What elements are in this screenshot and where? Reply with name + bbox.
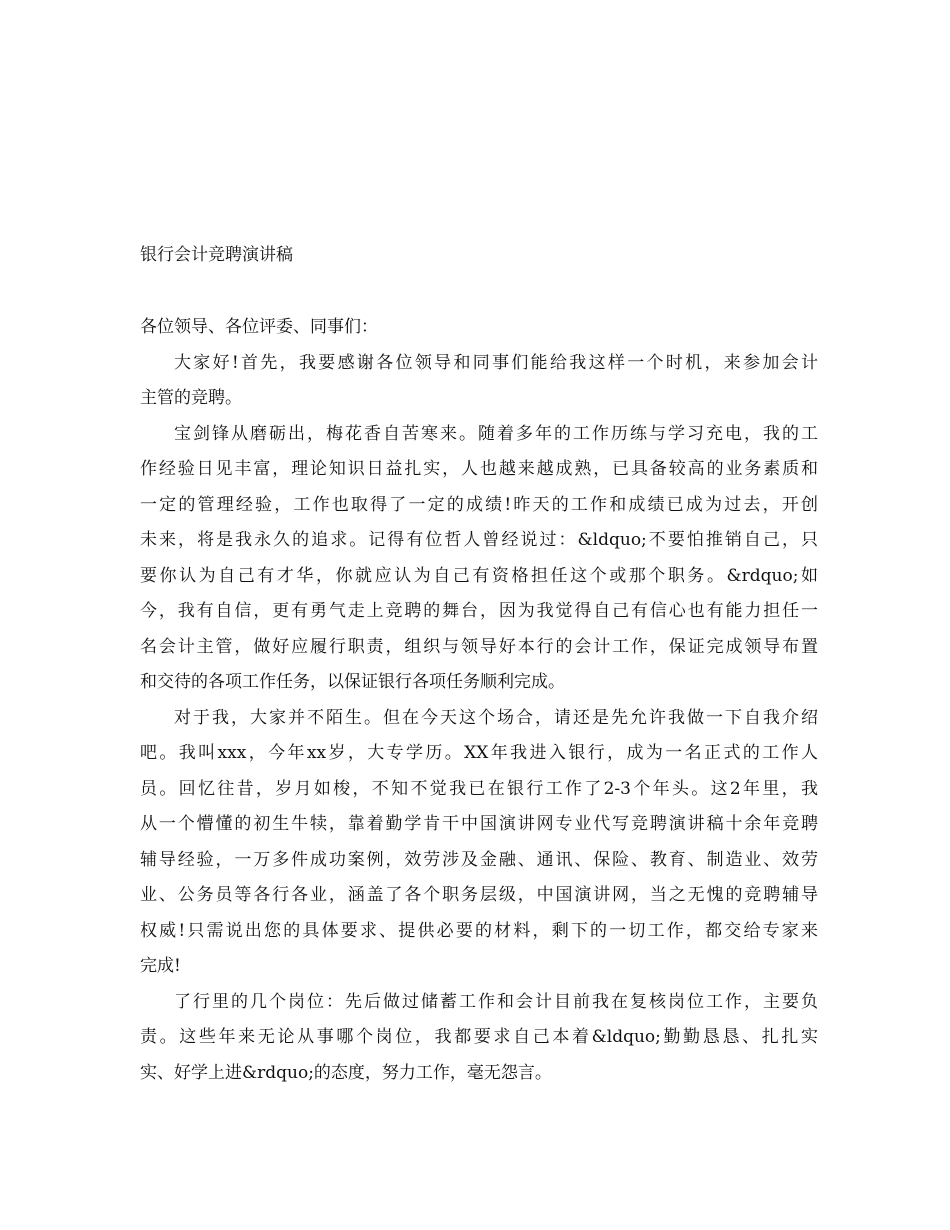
- document-body: [140, 310, 818, 1091]
- paragraph-line: 从一个懵懂的初生牛犊，靠着勤学肯干中国演讲网专业代写竞聘演讲稿十余年竞聘: [140, 814, 818, 834]
- paragraph-line: 今，我有自信，更有勇气走上竞聘的舞台，因为我觉得自己有信心也有能力担任一: [140, 601, 818, 621]
- paragraph-line: 未来，将是我永久的追求。记得有位哲人曾经说过：&ldquo;不要怕推销自己，只: [140, 530, 818, 550]
- paragraph-line: 员。回忆往昔，岁月如梭，不知不觉我已在银行工作了2-3个年头。这2年里，我: [140, 778, 818, 799]
- paragraph-line: 了行里的几个岗位：先后做过储蓄工作和会计目前我在复核岗位工作，主要负: [174, 991, 818, 1012]
- paragraph-line: 名会计主管，做好应履行职责，组织与领导好本行的会计工作，保证完成领导布置: [140, 636, 818, 657]
- paragraph-line: 责。这些年来无论从事哪个岗位，我都要求自己本着&ldquo;勤勤恳恳、扎扎实: [140, 1027, 818, 1047]
- paragraph-line: 一定的管理经验，工作也取得了一定的成绩!昨天的工作和成绩已成为过去，开创: [140, 494, 818, 515]
- paragraph-line: 作经验日见丰富，理论知识日益扎实，人也越来越成熟，已具备较高的业务素质和: [140, 459, 818, 479]
- paragraph-line: 实、好学上进&rdquo;的态度，努力工作，毫无怨言。: [140, 1062, 552, 1083]
- paragraph-line: 宝剑锋从磨砺出，梅花香自苦寒来。随着多年的工作历练与学习充电，我的工: [174, 423, 818, 444]
- paragraph-line: 对于我，大家并不陌生。但在今天这个场合，请还是先允许我做一下自我介绍: [174, 707, 818, 728]
- paragraph-line: 吧。我叫xxx，今年xx岁，大专学历。XX年我进入银行，成为一名正式的工作人: [140, 743, 818, 763]
- paragraph-line: 主管的竞聘。: [140, 388, 242, 408]
- paragraph-line: 大家好!首先，我要感谢各位领导和同事们能给我这样一个时机，来参加会计: [174, 352, 818, 373]
- paragraph-line: 要你认为自己有才华，你就应认为自己有资格担任这个或那个职务。&rdquo;如: [140, 565, 818, 586]
- paragraph-line: 业、公务员等各行各业，涵盖了各个职务层级，中国演讲网，当之无愧的竞聘辅导: [140, 885, 818, 905]
- paragraph-line: 和交待的各项工作任务，以保证银行各项任务顺利完成。: [140, 672, 565, 692]
- paragraph-line: 权威!只需说出您的具体要求、提供必要的材料，剩下的一切工作，都交给专家来: [140, 920, 818, 941]
- paragraph-line: 完成!: [140, 956, 181, 976]
- paragraph-line: 辅导经验，一万多件成功案例，效劳涉及金融、通讯、保险、教育、制造业、效劳: [140, 849, 818, 870]
- salutation-line: 各位领导、各位评委、同事们：: [140, 317, 378, 337]
- document-title: 银行会计竞聘演讲稿: [140, 245, 293, 265]
